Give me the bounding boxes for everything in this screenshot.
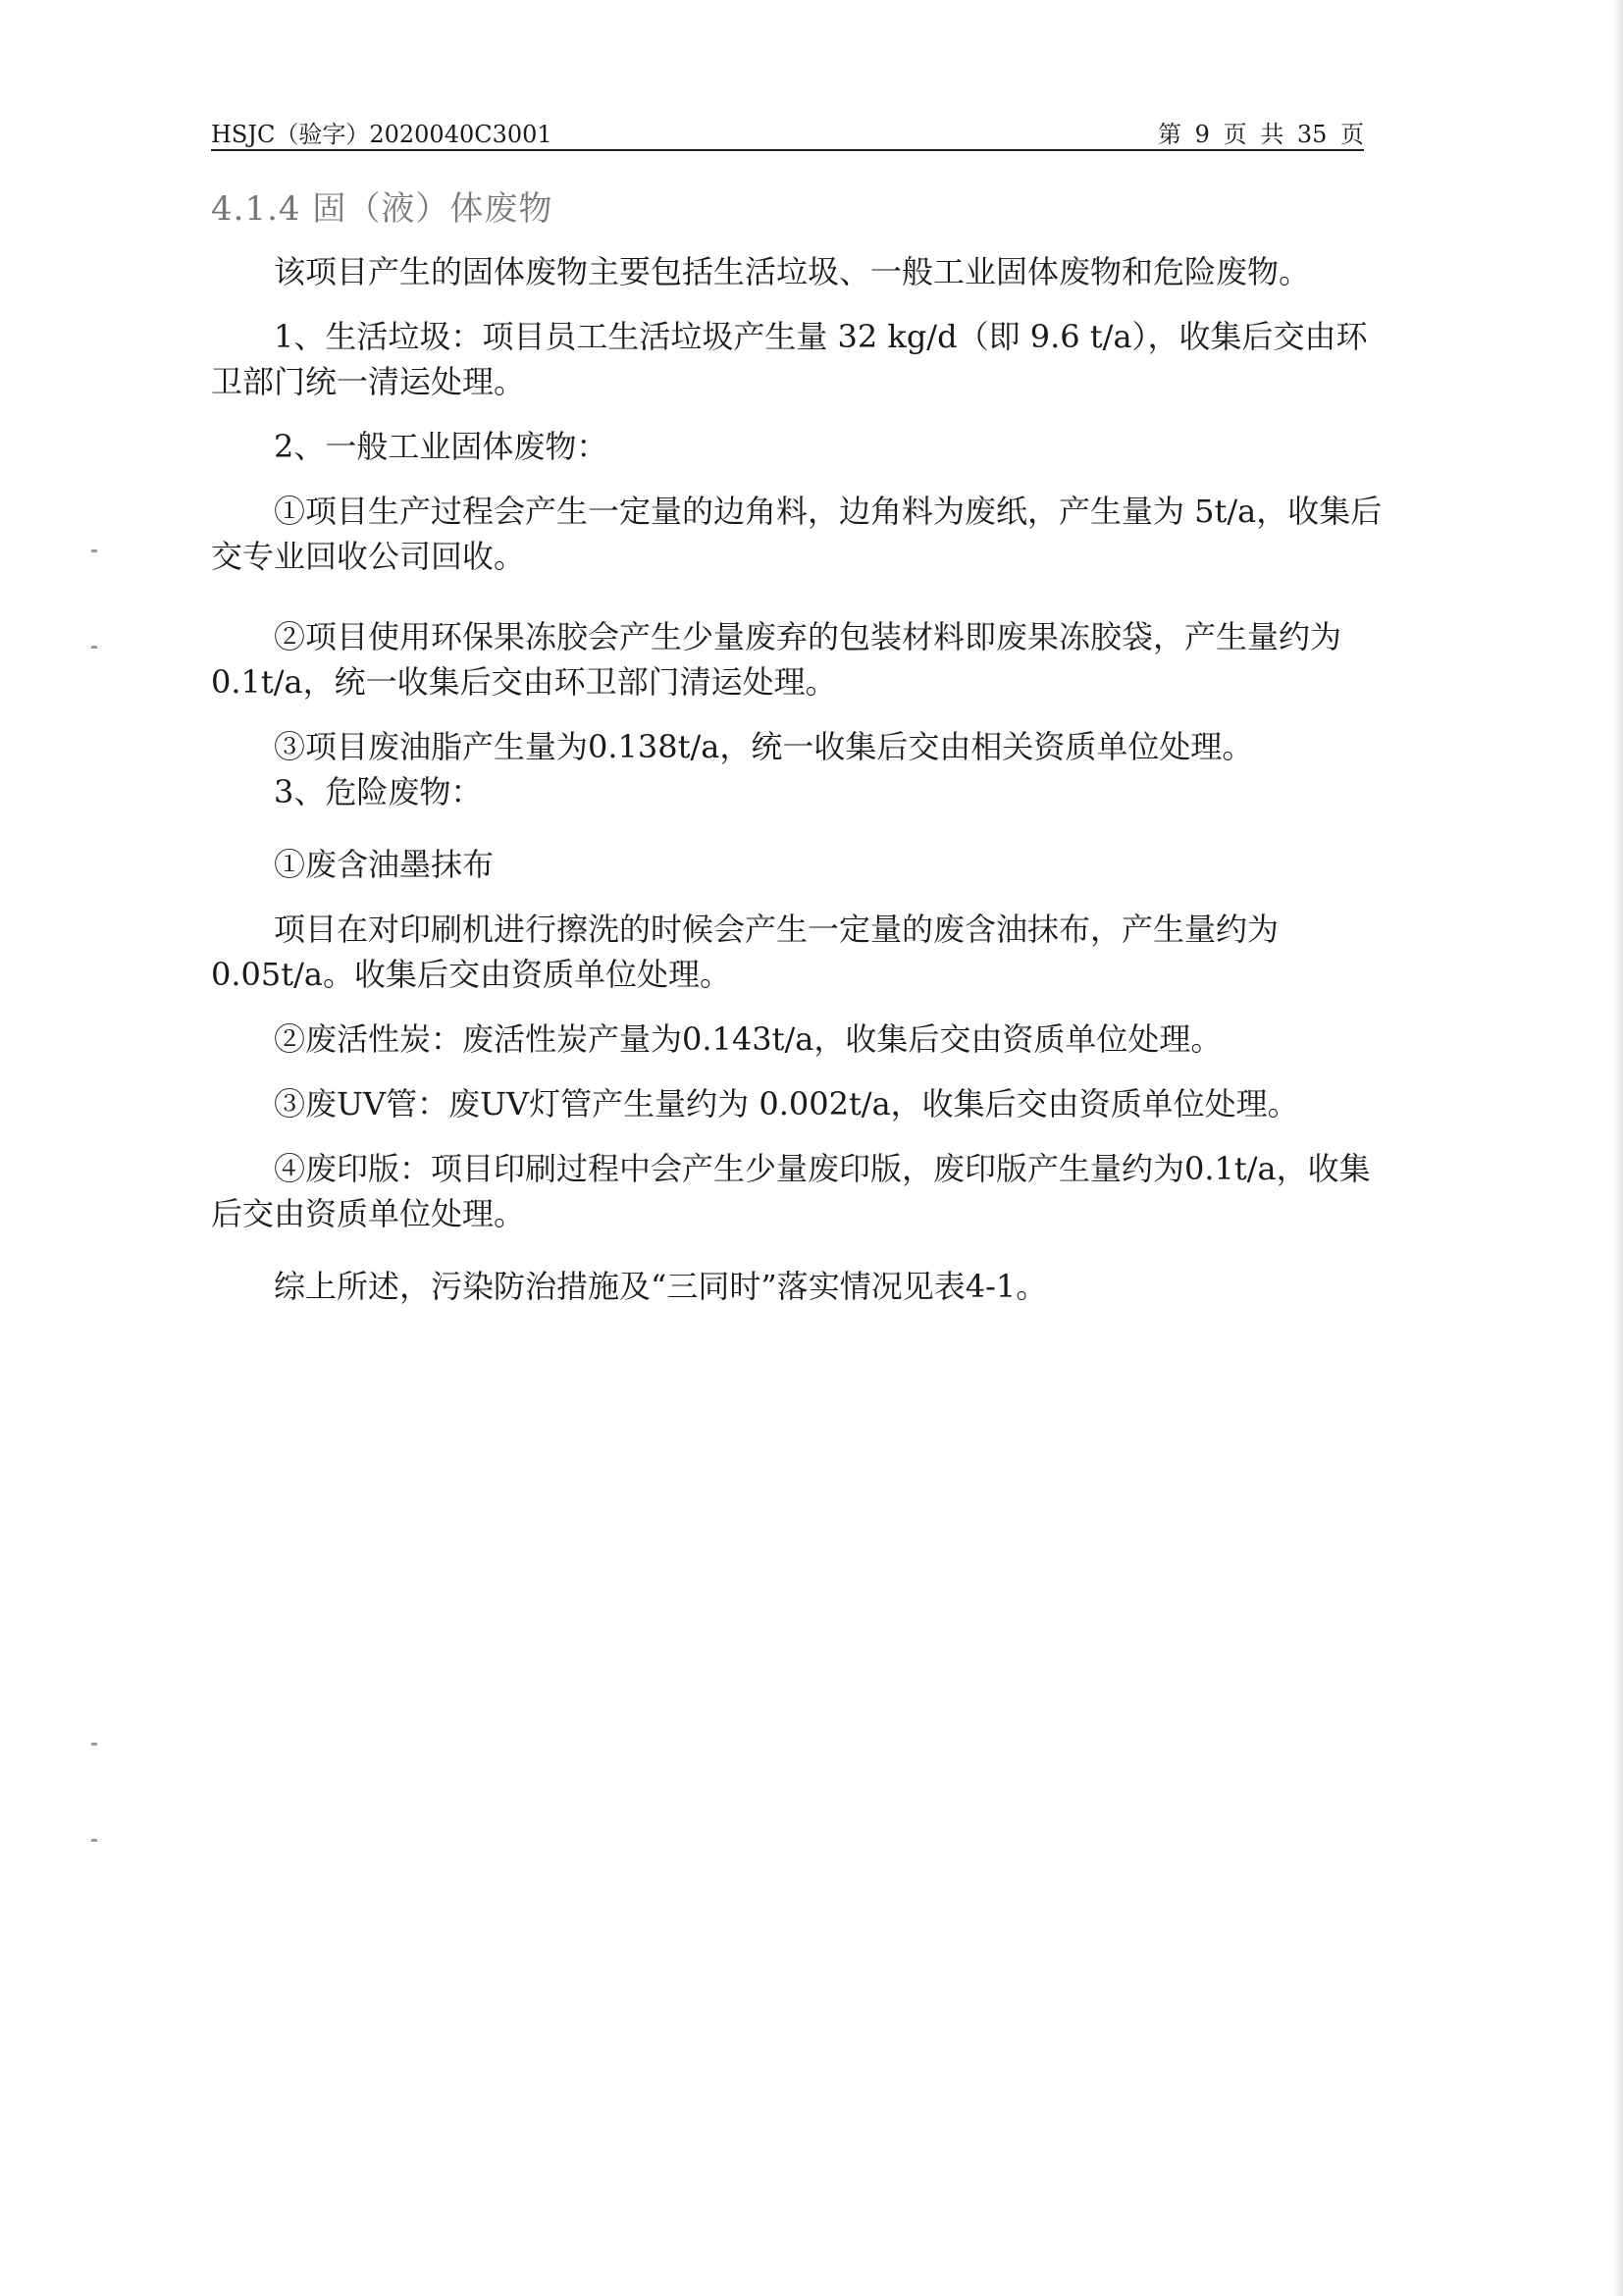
paragraph-scrap-paper: ①项目生产过程会产生一定量的边角料，边角料为废纸，产生量为 5t/a，收集后交专业回收公司回收。 — [211, 493, 1383, 575]
paragraph-ink-rags-heading: ①废含油墨抹布 — [274, 846, 495, 883]
paragraph-activated-carbon: ②废活性炭：废活性炭产量为0.143t/a，收集后交由资质单位处理。 — [274, 1020, 1223, 1058]
paragraph-intro: 该项目产生的固体废物主要包括生活垃圾、一般工业固体废物和危险废物。 — [274, 253, 1311, 290]
scan-speck — [91, 549, 97, 552]
paragraph-general-waste-heading: 2、一般工业固体废物： — [274, 428, 608, 465]
page-body — [211, 186, 1388, 1309]
paragraph-hazardous-heading: 3、危险废物： — [274, 773, 483, 810]
paragraph-uv-tubes: ③废UV管：废UV灯管产生量约为 0.002t/a，收集后交由资质单位处理。 — [274, 1085, 1299, 1122]
scan-speck — [91, 1839, 97, 1842]
scan-edge-shadow — [1613, 0, 1623, 2296]
paragraph-ink-rags: 项目在对印刷机进行擦洗的时候会产生一定量的废含油抹布，产生量约为0.05t/a。收集后交由资质单位处理。 — [211, 911, 1280, 993]
header-rule — [211, 149, 1364, 151]
paragraph-summary: 综上所述，污染防治措施及“三同时”落实情况见表4-1。 — [274, 1268, 1048, 1305]
page-header — [211, 120, 1364, 149]
paragraph-waste-grease: ③项目废油脂产生量为0.138t/a，统一收集后交由相关资质单位处理。 — [274, 728, 1254, 765]
paragraph-printing-plates: ④废印版：项目印刷过程中会产生少量废印版，废印版产生量约为0.1t/a，收集后交由资质单位处理。 — [211, 1150, 1371, 1232]
scan-speck — [91, 646, 97, 649]
paragraph-domestic-waste: 1、生活垃圾：项目员工生活垃圾产生量 32 kg/d（即 9.6 t/a），收集后交由环卫部门统一清运处理。 — [211, 318, 1368, 400]
document-id: HSJC（验字）2020040C3001 — [211, 121, 552, 148]
scan-speck — [91, 1743, 97, 1746]
section-heading: 4.1.4 固（液）体废物 — [211, 189, 553, 229]
page-number: 第 9 页 共 35 页 — [1158, 121, 1364, 148]
paragraph-jelly-glue-bags: ②项目使用环保果冻胶会产生少量废弃的包装材料即废果冻胶袋，产生量约为0.1t/a，统一收集后交由环卫部门清运处理。 — [211, 618, 1342, 701]
